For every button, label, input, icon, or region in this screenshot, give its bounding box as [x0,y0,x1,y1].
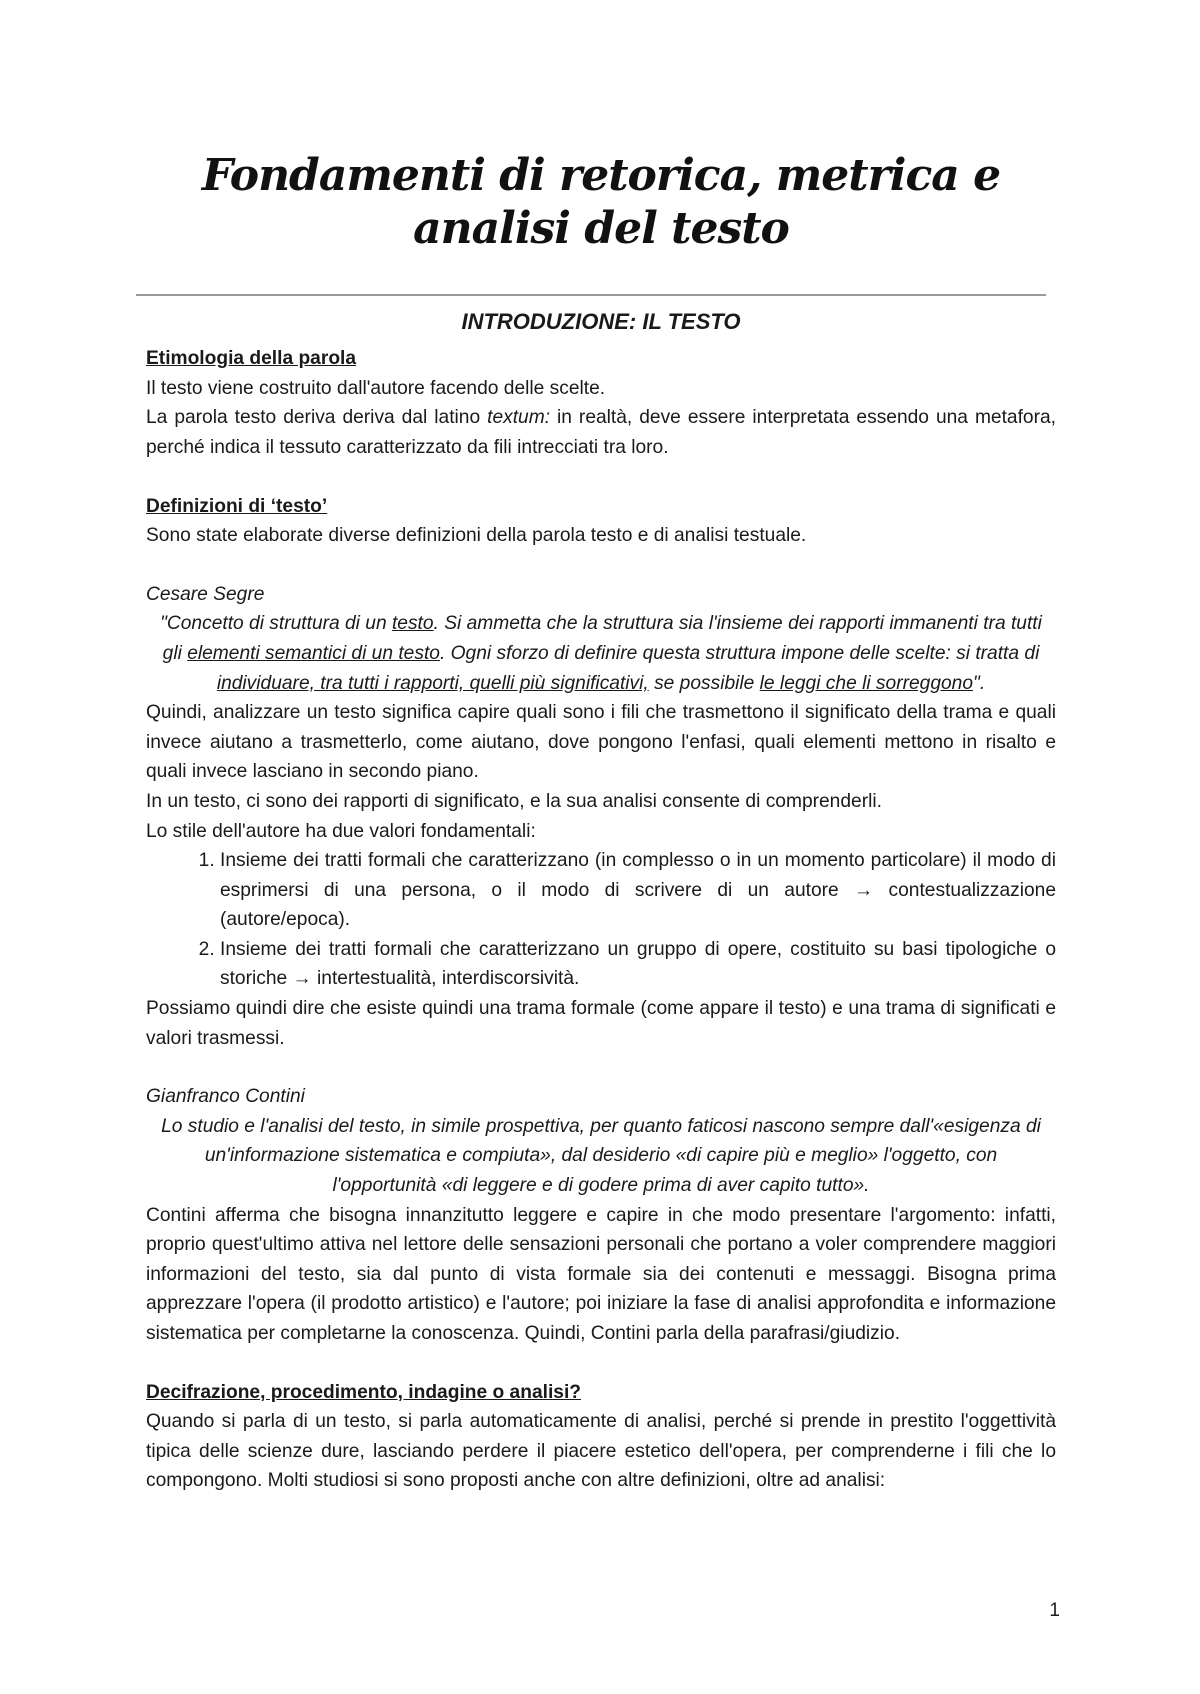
segre-paragraph-2: In un testo, ci sono dei rapporti di significato, e la sua analisi consente di comprenderli. [146,790,882,812]
etimologia-paragraph [146,403,1056,462]
segre-quote-underline-4: le leggi che li sorreggono [759,672,974,694]
etimologia-text-a: La parola testo deriva deriva dal latino [146,407,488,429]
segre-paragraph-4: Possiamo quindi dire che esiste quindi una trama formale (come appare il testo) e una trama di significati e valori trasmessi. [146,998,1056,1049]
segre-quote-underline-1: testo [391,613,434,635]
document-title: Fondamenti di retorica, metrica e analisi del testo [201,150,1001,254]
list-item: 1. Insieme dei tratti formali che caratterizzano (in complesso o in un momento particolare) il modo di esprimersi di una persona, o il modo di scrivere di un autore → contestualizzazione (autore/epoca). [220,846,1056,935]
segre-paragraph-3: Lo stile dell'autore ha due valori fondamentali: [146,820,536,842]
segre-quote-part-4: se possibile [648,672,760,694]
stile-list [146,846,1056,994]
segre-quote-underline-3: individuare, tra tutti i rapporti, quelli più significativi, [216,672,649,694]
contini-paragraph: Contini afferma che bisogna innanzitutto leggere e capire in che modo presentare l'argomento: infatti, proprio quest'ultimo attiva nel lettore delle sensazioni personali che portano a voler comprendere maggiori informazioni del testo, sia dal punto di vista formale sia dei contenuti e messaggi. Bisogna prima apprezzare l'opera (il prodotto artistico) e l'autore; poi iniziare la fase di analisi approfondita e informazione sistematica per completarne la conoscenza. Quindi, Contini parla della parafrasi/giudizio. [146,1204,1056,1344]
etimologia-heading: Etimologia della parola [146,348,357,370]
etimologia-line-1: Il testo viene costruito dall'autore facendo delle scelte. [146,377,606,399]
segre-paragraph-1: Quindi, analizzare un testo significa capire quali sono i fili che trasmettono il significato della trama e quali invece aiutano a trasmetterlo, come aiutano, dove pongono l'enfasi, quali elementi mettono in risalto e quali invece lasciano in secondo piano. [146,702,1056,783]
segre-quote-underline-2: elementi semantici di un testo [187,642,440,664]
document-page [146,150,1056,1496]
spacer [146,1349,1056,1378]
definizioni-heading: Definizioni di ‘testo’ [146,495,328,517]
segre-quote-part-1: "Concetto di struttura di un [160,613,392,635]
segre-quote [154,609,1048,698]
section-title: INTRODUZIONE: IL TESTO [461,308,741,334]
segre-quote-part-2: . Si ammetta che la struttura sia l'insieme dei rapporti immanenti tra tutti gli [162,613,1042,664]
etimologia-text-b: in realtà, deve essere interpretata essendo una metafora, perché indica il tessuto caratterizzato da fili intrecciati tra loro. [146,407,1056,458]
contini-author: Gianfranco Contini [146,1086,305,1108]
decifrazione-heading: Decifrazione, procedimento, indagine o analisi? [146,1381,581,1403]
decifrazione-paragraph: Quando si parla di un testo, si parla automaticamente di analisi, perché si prende in prestito l'oggettività tipica delle scienze dure, lasciando perdere il piacere estetico dell'opera, per comprenderne i fili che lo compongono. Molti studiosi si sono proposti anche con altre definizioni, oltre ad analisi: [146,1411,1056,1492]
segre-quote-part-3: . Ogni sforzo di definire questa struttura impone delle scelte: si tratta di [439,642,1040,664]
segre-author: Cesare Segre [146,583,265,605]
definizioni-intro: Sono state elaborate diverse definizioni della parola testo e di analisi testuale. [146,525,807,547]
page-number: 1 [1049,1600,1060,1621]
segre-quote-part-5: ". [973,672,986,694]
contini-quote: Lo studio e l'analisi del testo, in simile prospettiva, per quanto faticosi nascono sempre dall'«esigenza di un'informazione sistematica e compiuta», dal desiderio «di capire più e meglio» l'oggetto, con l'opportunità «di leggere e di godere prima di aver capito tutto». [161,1115,1041,1197]
spacer [146,1053,1056,1082]
etimologia-emphasis: textum: [487,407,551,429]
list-item: 2. Insieme dei tratti formali che caratterizzano un gruppo di opere, costituito su basi tipologiche o storiche → intertestualità, interdiscorsività. [220,935,1056,994]
spacer [146,551,1056,580]
spacer [146,463,1056,492]
title-divider [136,294,1046,296]
